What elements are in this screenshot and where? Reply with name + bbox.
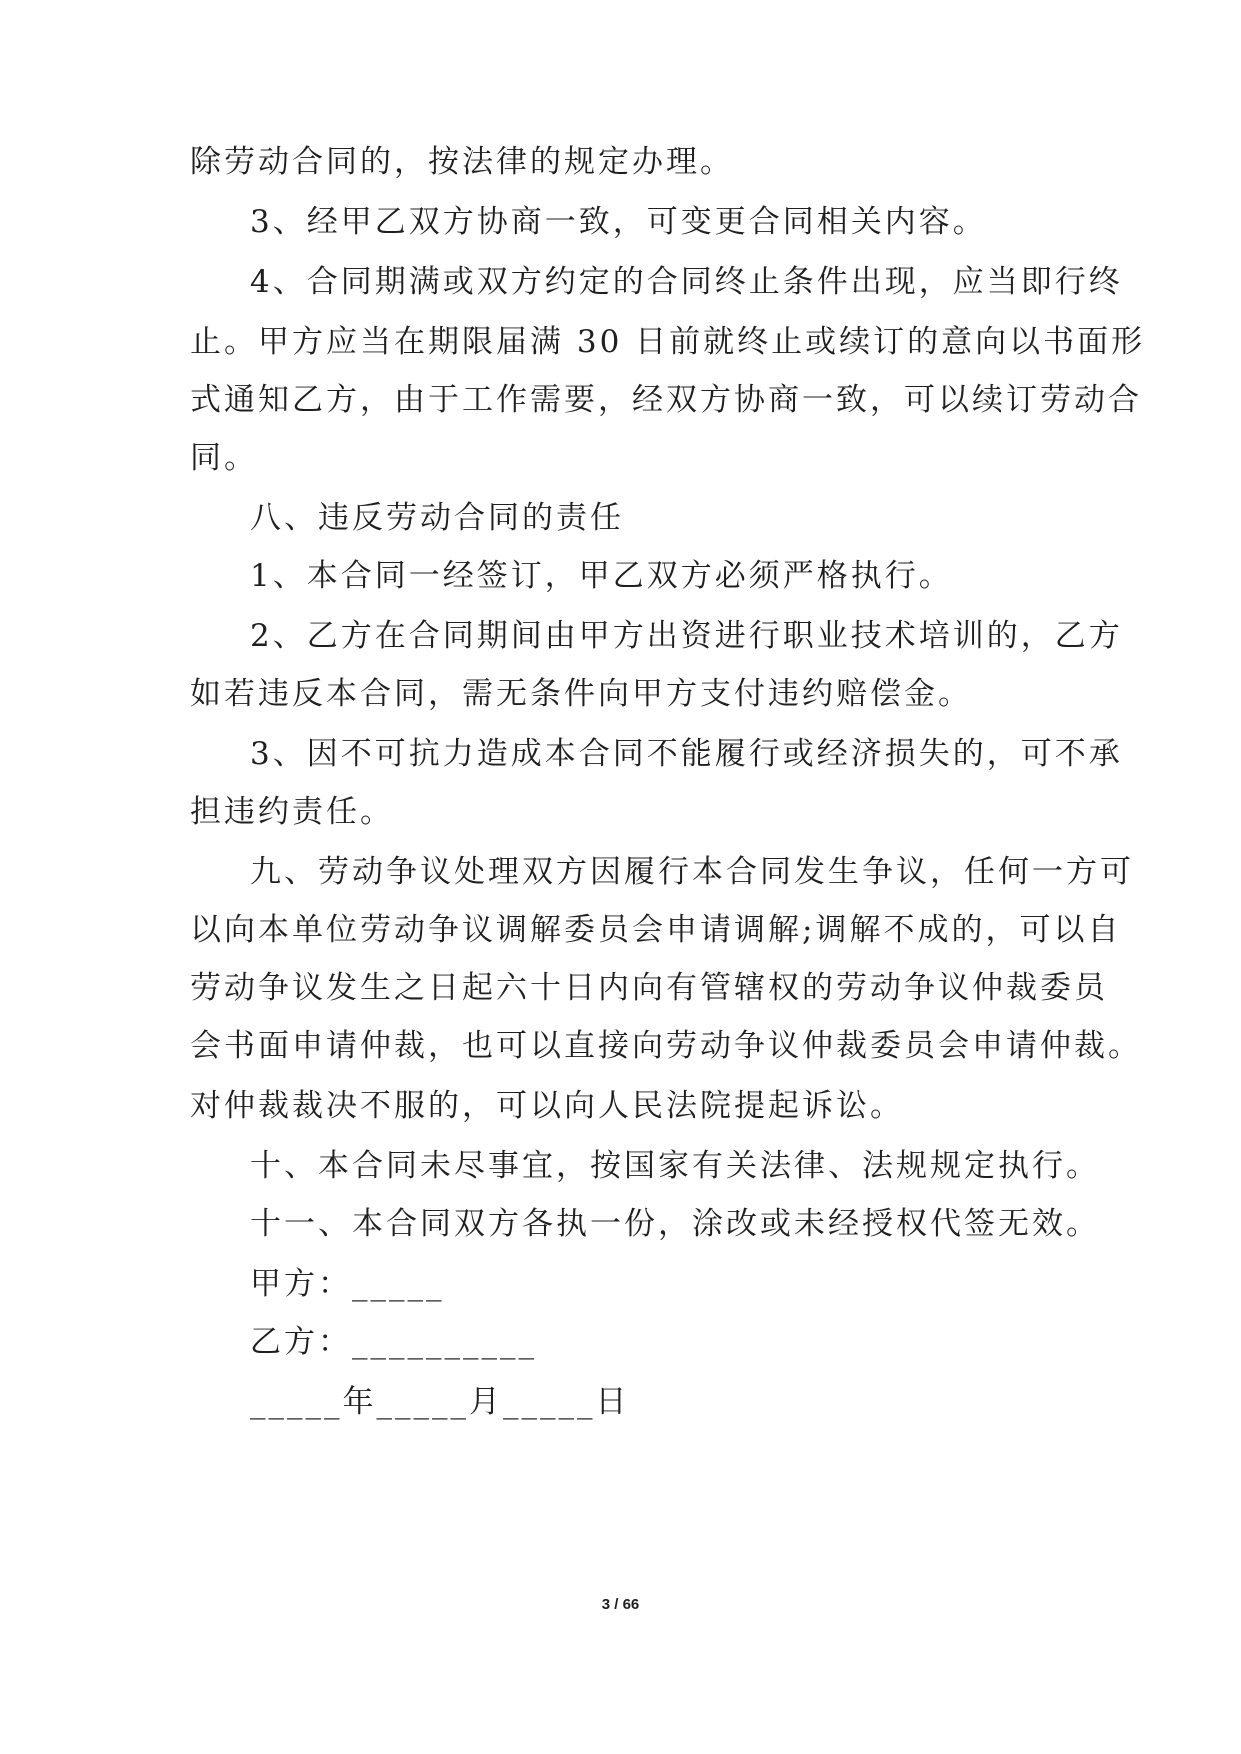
paragraph-line: 1、本合同一经签订，甲乙双方必须严格执行。	[250, 558, 953, 594]
page-number: 3 / 66	[601, 1596, 640, 1613]
paragraph-line: 担违约责任。	[190, 794, 394, 830]
paragraph-line: 止。甲方应当在期限届满 30 日前就终止或续订的意向以书面形	[190, 324, 1146, 360]
paragraph-line: 如若违反本合同，需无条件向甲方支付违约赔偿金。	[190, 676, 972, 712]
paragraph-line: 劳动争议发生之日起六十日内向有管辖权的劳动争议仲裁委员	[190, 970, 1108, 1006]
paragraph-line: 3、因不可抗力造成本合同不能履行或经济损失的，可不承	[250, 736, 1123, 772]
party-b-signature-line: 乙方：__________	[250, 1324, 537, 1360]
paragraph-line: 2、乙方在合同期间由甲方出资进行职业技术培训的，乙方	[250, 618, 1123, 654]
paragraph-line: 十一、本合同双方各执一份，涂改或未经授权代签无效。	[250, 1206, 1100, 1242]
paragraph-line: 3、经甲乙双方协商一致，可变更合同相关内容。	[250, 204, 987, 240]
paragraph-line: 十、本合同未尽事宜，按国家有关法律、法规规定执行。	[250, 1148, 1100, 1184]
paragraph-line: 4、合同期满或双方约定的合同终止条件出现，应当即行终	[250, 264, 1123, 300]
paragraph-line: 以向本单位劳动争议调解委员会申请调解;调解不成的，可以自	[190, 912, 1122, 948]
paragraph-line: 九、劳动争议处理双方因履行本合同发生争议，任何一方可	[250, 854, 1134, 890]
paragraph-line: 除劳动合同的，按法律的规定办理。	[190, 144, 734, 180]
paragraph-line: 同。	[190, 440, 258, 476]
section-heading: 八、违反劳动合同的责任	[250, 500, 624, 536]
paragraph-line: 式通知乙方，由于工作需要，经双方协商一致，可以续订劳动合	[190, 382, 1142, 418]
party-a-signature-line: 甲方：_____	[250, 1266, 445, 1302]
paragraph-line: 会书面申请仲裁，也可以直接向劳动争议仲裁委员会申请仲裁。	[190, 1028, 1142, 1064]
date-line: _____年_____月_____日	[250, 1384, 630, 1420]
paragraph-line: 对仲裁裁决不服的，可以向人民法院提起诉讼。	[190, 1088, 904, 1124]
